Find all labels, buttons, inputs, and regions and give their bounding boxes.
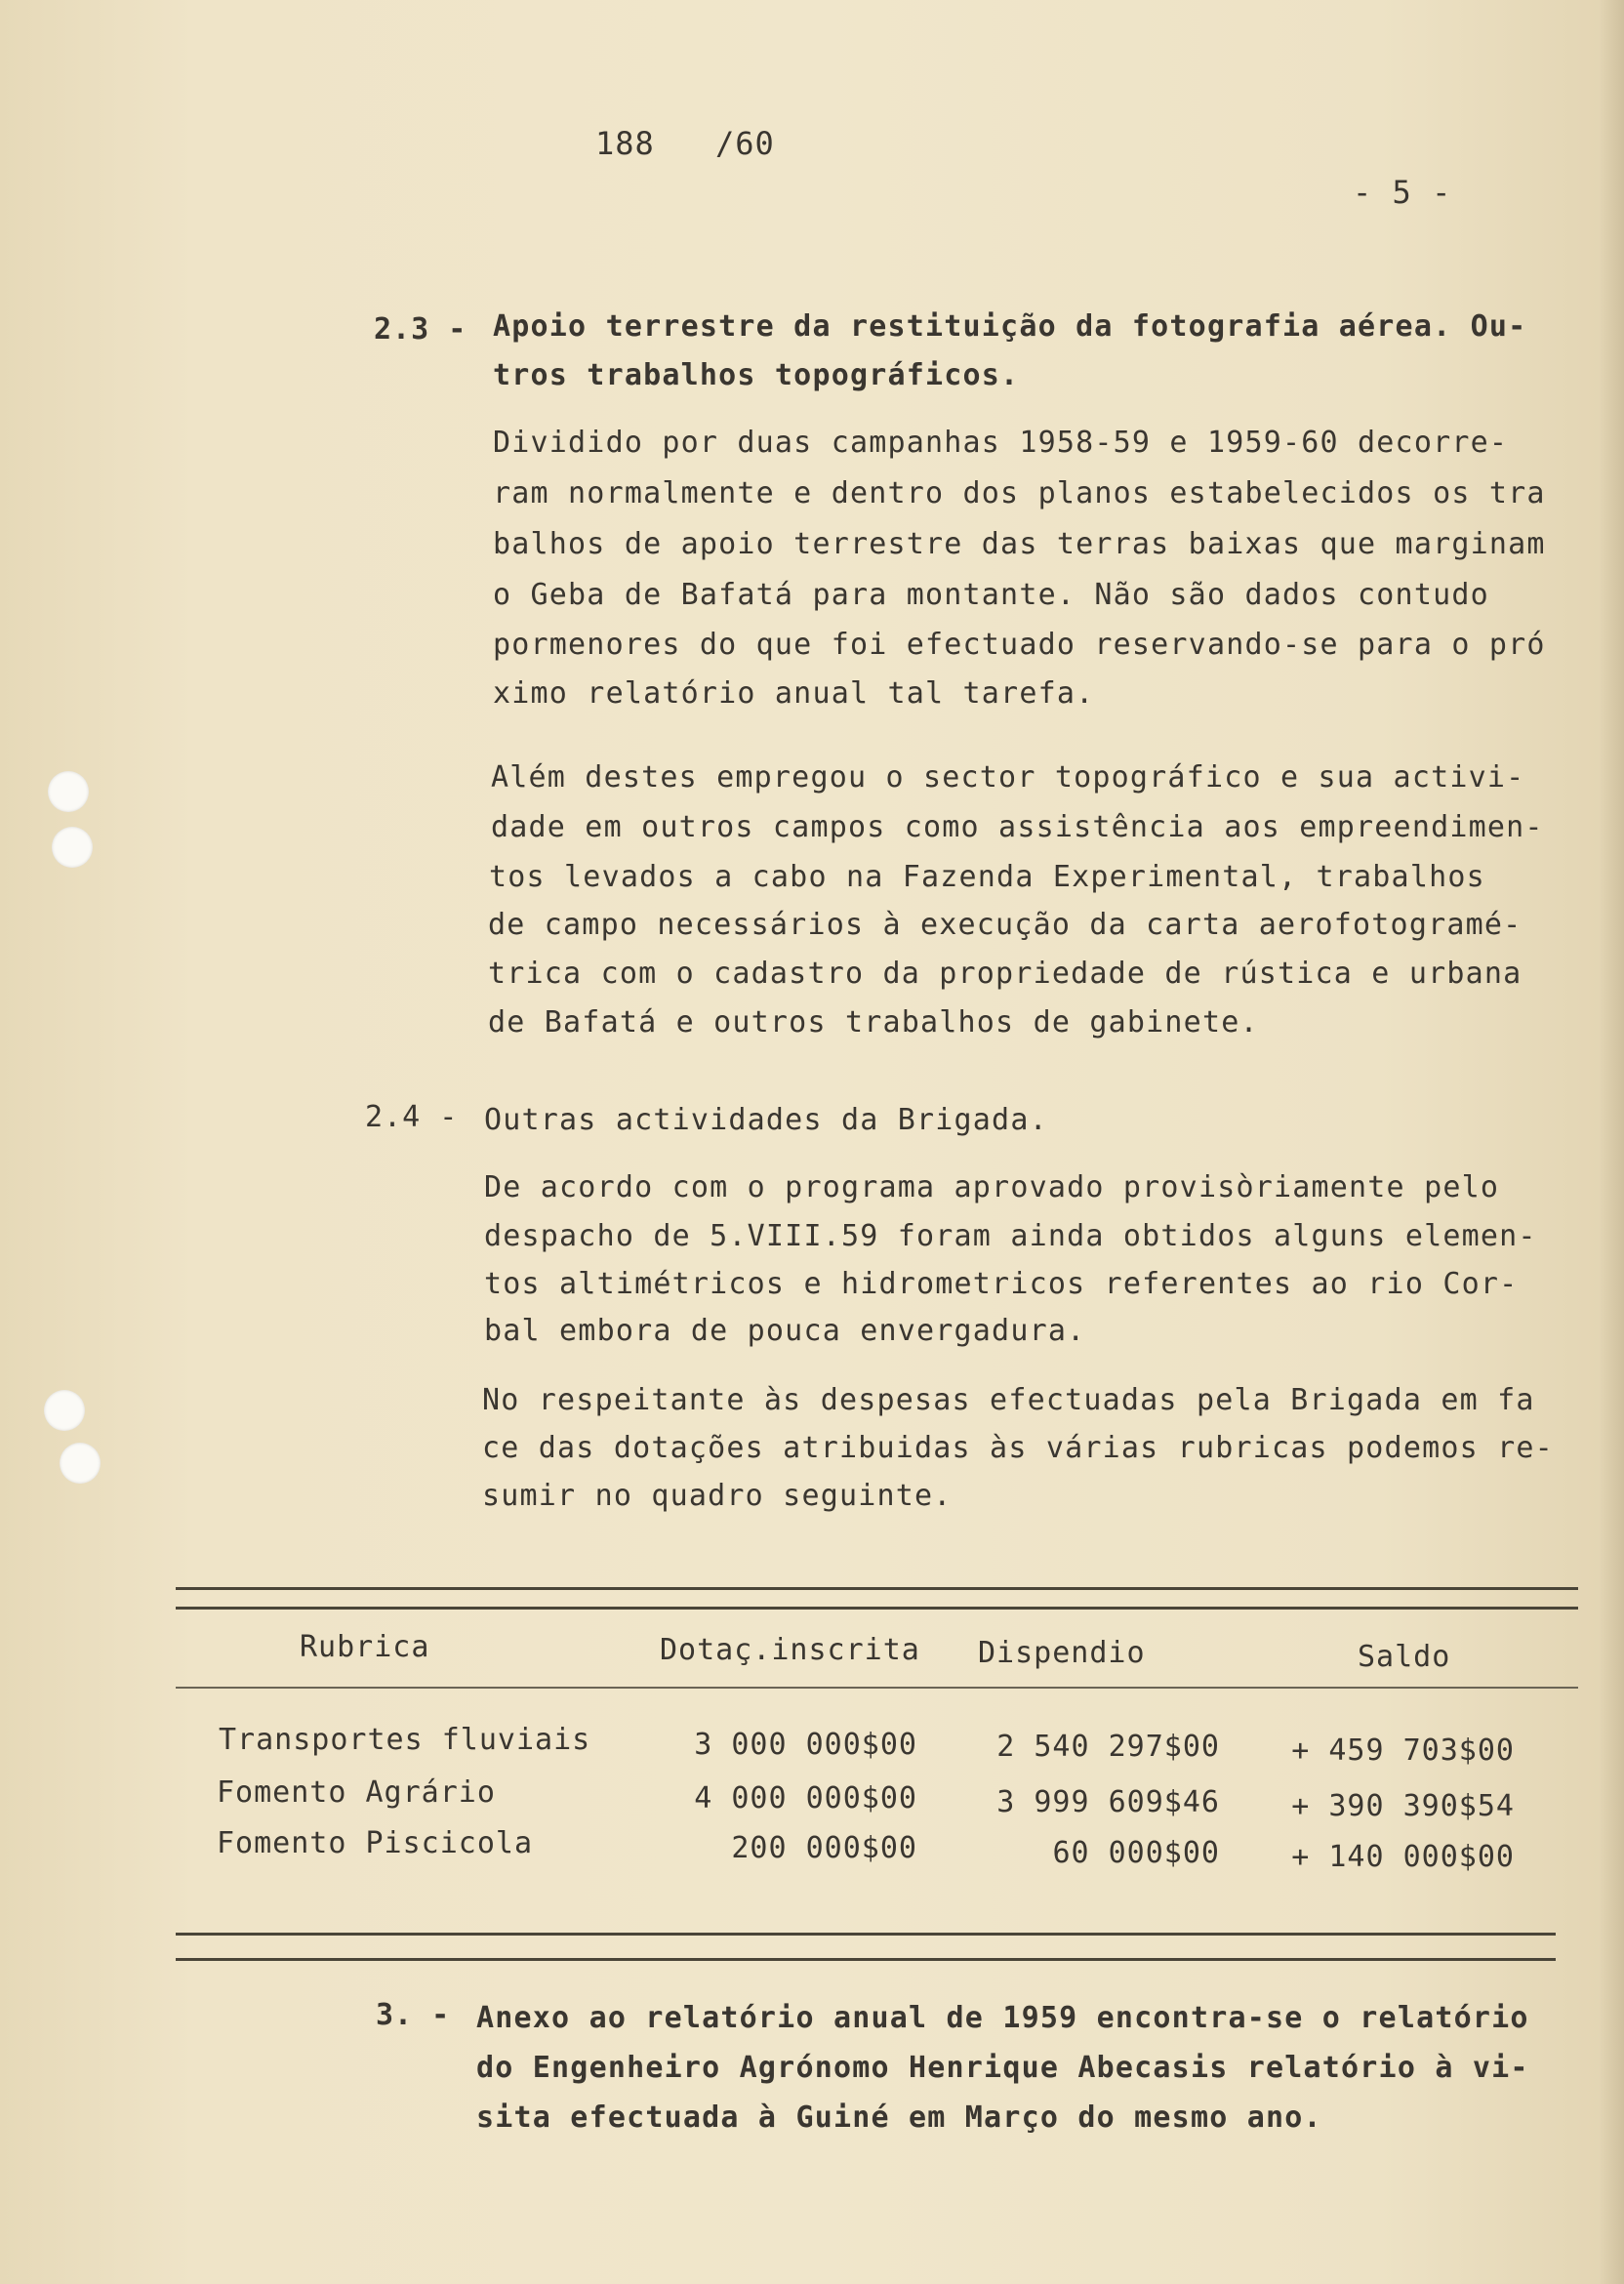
punch-hole xyxy=(52,827,93,868)
section-2-3-paragraph-2-line: de campo necessários à execução da carta aerofotogramé- xyxy=(488,908,1522,942)
section-2-3-title-line: Apoio terrestre da restituição da fotografia aérea. Ou- xyxy=(493,309,1527,344)
reference-suffix: /60 xyxy=(715,125,775,162)
section-2-4-paragraph-2-line: No respeitante às despesas efectuadas pela Brigada em fa xyxy=(482,1383,1535,1417)
punch-hole xyxy=(44,1390,85,1431)
table-header-saldo: Saldo xyxy=(1358,1640,1451,1674)
section-2-3-paragraph-1-line: ximo relatório anual tal tarefa. xyxy=(493,676,1095,711)
section-2-3-paragraph-2-line: de Bafatá e outros trabalhos de gabinete. xyxy=(488,1005,1259,1040)
section-2-3-paragraph-1-line: balhos de apoio terrestre das terras baixas que marginam xyxy=(493,527,1546,561)
reference-number: 188 xyxy=(595,125,655,162)
table-cell-saldo: + 140 000$00 xyxy=(1291,1840,1515,1874)
punch-hole xyxy=(60,1443,101,1484)
section-2-3-paragraph-1-line: Dividido por duas campanhas 1958-59 e 1959-60 decorre- xyxy=(493,426,1509,460)
section-2-4-number: 2.4 - xyxy=(365,1100,459,1134)
section-2-4-paragraph-1-line: bal embora de pouca envergadura. xyxy=(484,1314,1086,1348)
page-number: - 5 - xyxy=(1353,174,1452,211)
table-bottom-rule xyxy=(176,1933,1556,1936)
section-2-4-paragraph-1-line: De acordo com o programa aprovado provisòriamente pelo xyxy=(484,1170,1500,1204)
section-2-3-paragraph-1-line: o Geba de Bafatá para montante. Não são dados contudo xyxy=(493,578,1489,612)
table-top-rule xyxy=(176,1587,1578,1590)
section-2-3-paragraph-1-line: pormenores do que foi efectuado reservando-se para o pró xyxy=(493,628,1546,662)
section-2-4-title: Outras actividades da Brigada. xyxy=(484,1103,1048,1137)
section-2-4-paragraph-2-line: sumir no quadro seguinte. xyxy=(482,1479,953,1513)
section-2-3-paragraph-2-line: trica com o cadastro da propriedade de rústica e urbana xyxy=(488,957,1522,991)
table-cell-dispendio: 2 540 297$00 xyxy=(996,1730,1220,1764)
table-cell-dispendio: 60 000$00 xyxy=(1052,1836,1220,1870)
section-2-4-paragraph-1-line: tos altimétricos e hidrometricos referentes ao rio Cor- xyxy=(484,1267,1519,1301)
table-cell-dotacao: 4 000 000$00 xyxy=(694,1781,917,1815)
table-cell-dispendio: 3 999 609$46 xyxy=(996,1785,1220,1819)
section-2-4-paragraph-2-line: ce das dotações atribuidas às várias rubricas podemos re- xyxy=(482,1431,1554,1465)
table-cell-rubrica: Fomento Piscicola xyxy=(217,1826,534,1860)
section-2-3-title-line: tros trabalhos topográficos. xyxy=(493,358,1020,392)
table-header-rubrica: Rubrica xyxy=(300,1630,430,1664)
table-cell-rubrica: Transportes fluviais xyxy=(219,1723,591,1757)
paper-edge-shadow xyxy=(1599,0,1624,2284)
section-3-line: sita efectuada à Guiné em Março do mesmo ano. xyxy=(476,2100,1322,2135)
table-header-dispendio: Dispendio xyxy=(978,1636,1146,1670)
section-2-4-paragraph-1-line: despacho de 5.VIII.59 foram ainda obtidos alguns elemen- xyxy=(484,1219,1537,1253)
table-cell-dotacao: 200 000$00 xyxy=(731,1831,917,1865)
table-cell-saldo: + 390 390$54 xyxy=(1291,1789,1515,1823)
section-3-number: 3. - xyxy=(376,1998,451,2032)
table-cell-saldo: + 459 703$00 xyxy=(1291,1733,1515,1768)
section-2-3-paragraph-2-line: Além destes empregou o sector topográfico e sua activi- xyxy=(491,760,1525,795)
table-cell-rubrica: Fomento Agrário xyxy=(217,1775,496,1810)
section-3-line: Anexo ao relatório anual de 1959 encontra-se o relatório xyxy=(476,2001,1529,2035)
table-top-rule xyxy=(176,1607,1578,1610)
table-cell-dotacao: 3 000 000$00 xyxy=(694,1728,917,1762)
table-header-rule xyxy=(176,1687,1578,1689)
section-2-3-number: 2.3 - xyxy=(374,312,467,347)
table-bottom-rule xyxy=(176,1958,1556,1961)
section-2-3-paragraph-1-line: ram normalmente e dentro dos planos estabelecidos os tra xyxy=(493,476,1546,510)
table-header-dotacao: Dotaç.inscrita xyxy=(660,1633,920,1667)
punch-hole xyxy=(48,771,89,812)
section-2-3-paragraph-2-line: dade em outros campos como assistência aos empreendimen- xyxy=(491,810,1544,844)
section-3-line: do Engenheiro Agrónomo Henrique Abecasis relatório à vi- xyxy=(476,2051,1529,2085)
section-2-3-paragraph-2-line: tos levados a cabo na Fazenda Experimental, trabalhos xyxy=(489,860,1485,894)
